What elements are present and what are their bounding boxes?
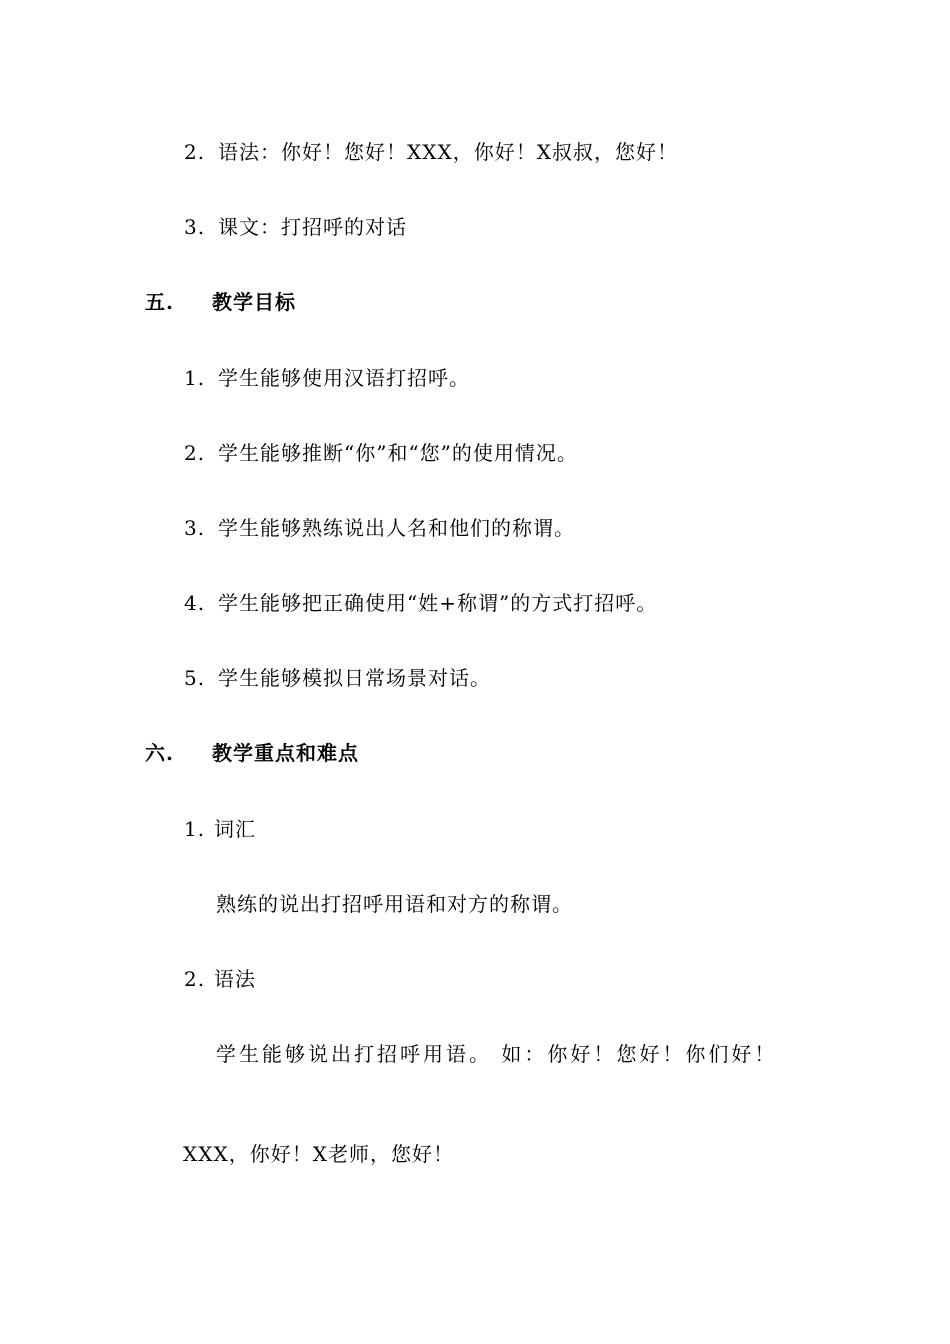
section-number: 六. <box>145 741 174 765</box>
list-item <box>184 213 407 241</box>
paragraph-continuation: XXX，你好！X老师，您好！ <box>183 1142 454 1166</box>
sub-heading <box>184 965 256 993</box>
list-item-number: 1. <box>184 817 206 841</box>
section-title: 教学目标 <box>212 290 296 314</box>
list-item-label: 词汇 <box>214 817 256 841</box>
list-item-number: 5. <box>184 666 206 690</box>
section-title: 教学重点和难点 <box>212 741 359 765</box>
list-item-number: 2. <box>184 441 206 465</box>
sub-heading <box>184 815 256 843</box>
section-number: 五. <box>145 290 174 314</box>
list-item-number: 2. <box>184 967 206 991</box>
list-item-number: 3. <box>184 516 206 540</box>
paragraph: 学生能够说出打招呼用语。 如：你好！您好！你们好！ <box>216 1042 778 1066</box>
list-item-number: 1. <box>184 366 206 390</box>
list-item-text: 学生能够使用汉语打招呼。 <box>218 366 470 390</box>
list-item-text: 学生能够模拟日常场景对话。 <box>218 666 491 690</box>
list-item-text: 学生能够熟练说出人名和他们的称谓。 <box>218 516 575 540</box>
paragraph: 熟练的说出打招呼用语和对方的称谓。 <box>216 892 573 916</box>
list-item-text: 学生能够推断“你”和“您”的使用情况。 <box>218 441 578 465</box>
list-item <box>184 664 491 692</box>
list-item-label: 语法 <box>214 967 256 991</box>
list-item-text: 学生能够把正确使用“姓+称谓”的方式打招呼。 <box>218 591 658 615</box>
list-item-number: 3. <box>184 215 206 239</box>
list-item <box>184 589 657 617</box>
list-item <box>184 439 578 467</box>
section-heading <box>145 288 296 316</box>
list-item-text: 课文：打招呼的对话 <box>218 215 407 239</box>
list-item-text: 语法：你好！您好！XXX，你好！X叔叔，您好！ <box>218 140 678 164</box>
list-item <box>184 364 470 392</box>
list-item-number: 2. <box>184 140 206 164</box>
list-item <box>184 138 678 166</box>
section-heading <box>145 739 359 767</box>
list-item-number: 4. <box>184 591 206 615</box>
list-item <box>184 514 575 542</box>
